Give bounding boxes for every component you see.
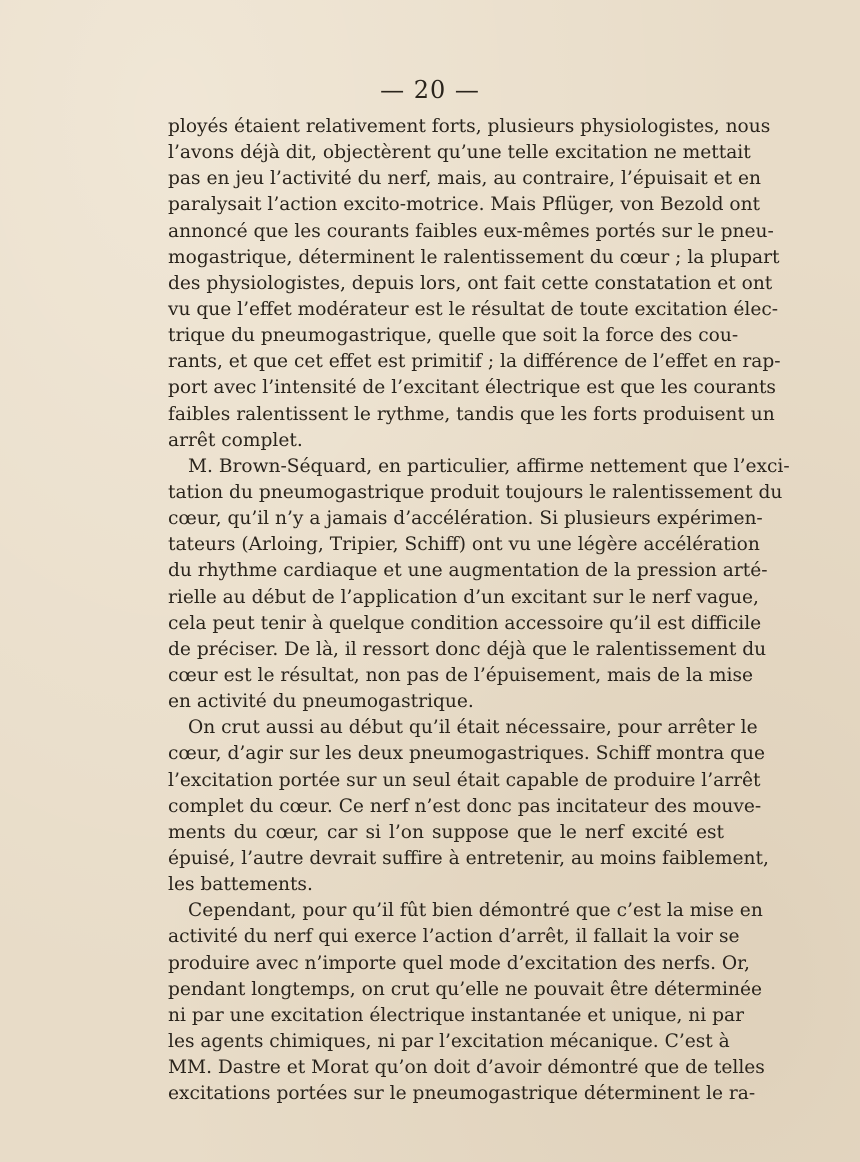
text-line: ployés étaient relativement forts, plusieurs physiologistes, nous [168,116,771,137]
text-line: l’excitation portée sur un seul était capable de produire l’arrêt [168,769,761,791]
text-line: cela peut tenir à quelque condition accessoire qu’il est difficile [168,612,762,634]
text-line: pendant longtemps, on crut qu’elle ne pouvait être déterminée [168,978,762,1000]
text-line: en activité du pneumogastrique. [168,691,474,713]
text-line: tation du pneumogastrique produit toujours le ralentissement du [168,481,783,503]
text-line: annoncé que les courants faibles eux-mêmes portés sur le pneu- [168,220,774,242]
text-line: vu que l’effet modérateur est le résultat de toute excitation élec- [168,298,779,320]
text-line: excitations portées sur le pneumogastrique déterminent le ra- [168,1083,756,1105]
text-line: trique du pneumogastrique, quelle que soit la force des cou- [168,325,739,347]
text-line: cœur, d’agir sur les deux pneumogastriques. Schiff montra que [168,743,765,765]
text-line: tateurs (Arloing, Tripier, Schiff) ont vu une légère accélération [168,534,760,556]
text-line: mogastrique, déterminent le ralentissement du cœur ; la plupart [168,246,780,268]
text-line: activité du nerf qui exerce l’action d’arrêt, il fallait la voir se [168,926,740,948]
text-line: faibles ralentissent le rythme, tandis que les forts produisent un [168,403,775,425]
text-line: arrêt complet. [168,429,303,451]
text-line: l’avons déjà dit, objectèrent qu’une telle excitation ne mettait [168,142,751,164]
text-line: rants, et que cet effet est primitif ; la différence de l’effet en rap- [168,351,781,373]
text-line: cœur est le résultat, non pas de l’épuisement, mais de la mise [168,664,754,686]
text-line: port avec l’intensité de l’excitant électrique est que les courants [168,377,776,399]
page-number: — 20 — [380,76,480,104]
body-text [168,114,790,1107]
text-line: cœur, qu’il n’y a jamais d’accélération. Si plusieurs expérimen- [168,508,763,530]
text-line: les agents chimiques, ni par l’excitation mécanique. C’est à [168,1030,730,1052]
text-line: épuisé, l’autre devrait suffire à entretenir, au moins faiblement, [168,847,769,869]
text-line: des physiologistes, depuis lors, ont fait cette constatation et ont [168,272,773,294]
text-line: On crut aussi au début qu’il était nécessaire, pour arrêter le [188,717,758,739]
text-line: paralysait l’action excito-motrice. Mais Pflüger, von Bezold ont [168,194,761,216]
text-line: ni par une excitation électrique instantanée et unique, ni par [168,1004,744,1026]
text-line: rielle au début de l’application d’un excitant sur le nerf vague, [168,586,759,608]
text-line: pas en jeu l’activité du nerf, mais, au contraire, l’épuisait et en [168,168,761,190]
text-line: de préciser. De là, il ressort donc déjà que le ralentissement du [168,638,767,660]
text-line: MM. Dastre et Morat qu’on doit d’avoir démontré que de telles [168,1057,765,1079]
text-line: M. Brown-Séquard, en particulier, affirme nettement que l’exci- [188,455,790,477]
text-line: produire avec n’importe quel mode d’excitation des nerfs. Or, [168,952,750,974]
text-line: complet du cœur. Ce nerf n’est donc pas incitateur des mouve- [168,795,762,817]
text-line: ments du cœur, car si l’on suppose que le nerf excité est [168,821,724,843]
text-line: les battements. [168,874,313,896]
text-line: du rhythme cardiaque et une augmentation de la pression arté- [168,560,768,582]
text-line: Cependant, pour qu’il fût bien démontré que c’est la mise en [188,900,763,922]
